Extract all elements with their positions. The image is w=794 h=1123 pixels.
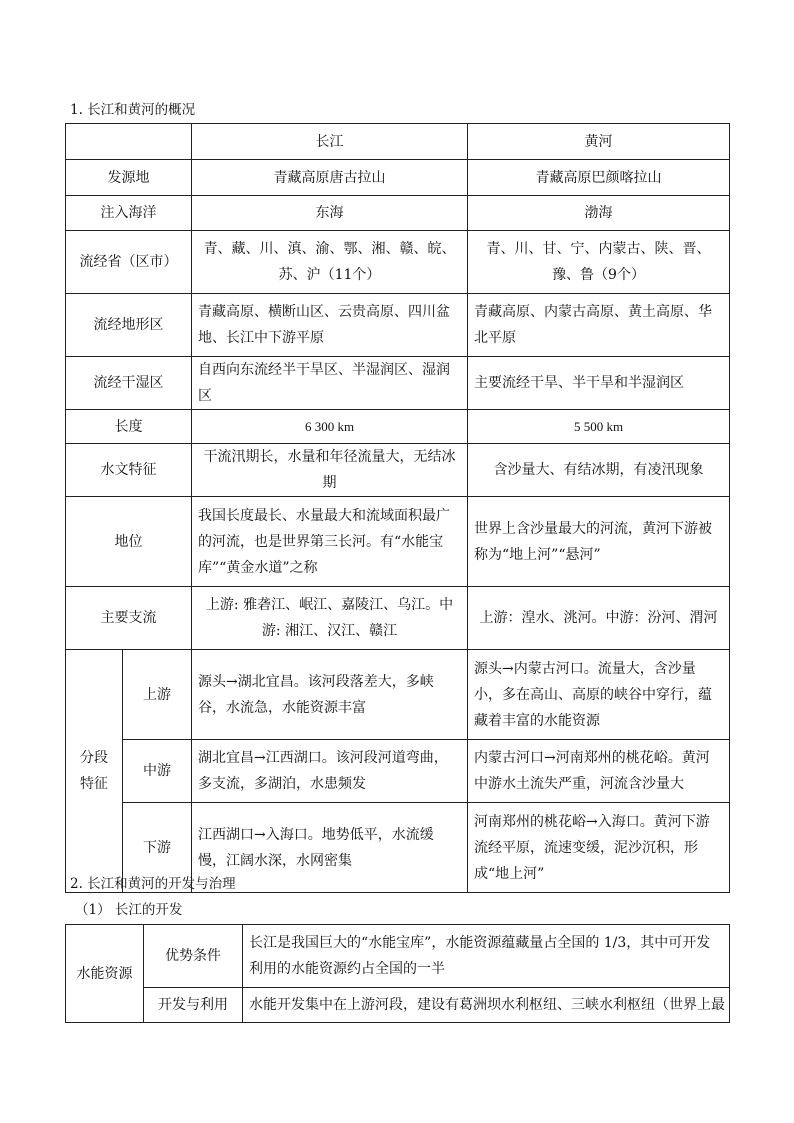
table-row — [66, 410, 730, 444]
yangtze-cell: 我国长度最长、水量最大和流域面积最广的河流，也是世界第三长河。有“水能宝库”“黄金水道”之称 — [192, 497, 468, 587]
row-label: 地位 — [66, 497, 192, 587]
yangtze-cell: 青藏高原、横断山区、云贵高原、四川盆地、长江中下游平原 — [192, 294, 468, 357]
yangtze-cell: 青藏高原唐古拉山 — [192, 160, 468, 196]
yangtze-segment-cell: 湖北宜昌→江西湖口。该河段河道弯曲，多支流，多湖泊，水患频发 — [192, 740, 468, 803]
yellow-segment-cell: 河南郑州的桃花峪→入海口。黄河下游流经平原，流速变缓，泥沙沉积，形成“地上河” — [468, 803, 730, 893]
table-row — [66, 196, 730, 231]
yellow-cell: 5 500 km — [468, 410, 730, 444]
row-label: 优势条件 — [144, 925, 243, 988]
category-label: 水能资源 — [66, 925, 144, 1023]
yangtze-segment-cell: 源头→湖北宜昌。该河段落差大，多峡谷，水流急，水能资源丰富 — [192, 650, 468, 740]
yellow-cell: 青藏高原、内蒙古高原、黄土高原、华北平原 — [468, 294, 730, 357]
segment-row-upper — [66, 650, 730, 740]
segment-row-middle — [66, 740, 730, 803]
row-label: 注入海洋 — [66, 196, 192, 231]
yellow-cell: 青藏高原巴颜喀拉山 — [468, 160, 730, 196]
table-row — [66, 444, 730, 497]
table-row — [66, 925, 730, 988]
section2-subtitle: （1） 长江的开发 — [75, 902, 183, 918]
table-row — [66, 357, 730, 410]
section2-title: 2. 长江和黄河的开发与治理 — [70, 876, 236, 892]
row-label: 流经地形区 — [66, 294, 192, 357]
yangtze-cell: 青、藏、川、滇、渝、鄂、湘、赣、皖、苏、沪（11个） — [192, 231, 468, 294]
yellow-cell: 上游：湟水、洮河。中游：汾河、渭河 — [468, 587, 730, 650]
content-cell: 长江是我国巨大的“水能宝库”，水能资源蕴藏量占全国的 1/3，其中可开发利用的水能资源约占全国的一半 — [243, 925, 730, 988]
table-row — [66, 497, 730, 587]
yangtze-cell: 6 300 km — [192, 410, 468, 444]
segment-name: 中游 — [123, 740, 192, 803]
table-row — [66, 988, 730, 1023]
yellow-segment-cell: 内蒙古河口→河南郑州的桃花峪。黄河中游水土流失严重，河流含沙量大 — [468, 740, 730, 803]
row-label: 主要支流 — [66, 587, 192, 650]
yellow-cell: 主要流经干旱、半干旱和半湿润区 — [468, 357, 730, 410]
header-yellow-river: 黄河 — [468, 124, 730, 160]
table-row — [66, 587, 730, 650]
row-label: 发源地 — [66, 160, 192, 196]
segment-label: 分段特征 — [66, 650, 123, 893]
yellow-segment-cell: 源头→内蒙古河口。流量大，含沙量小，多在高山、高原的峡谷中穿行，蕴藏着丰富的水能资源 — [468, 650, 730, 740]
table-row — [66, 231, 730, 294]
yangtze-cell: 上游: 雅砻江、岷江、嘉陵江、乌江。中游: 湘江、汉江、赣江 — [192, 587, 468, 650]
table-header-row — [66, 124, 730, 160]
yangtze-cell: 自西向东流经半干旱区、半湿润区、湿润区 — [192, 357, 468, 410]
row-label: 长度 — [66, 410, 192, 444]
rivers-overview-table — [65, 123, 730, 893]
yangtze-segment-cell: 江西湖口→入海口。地势低平，水流缓慢，江阔水深，水网密集 — [192, 803, 468, 893]
segment-name: 上游 — [123, 650, 192, 740]
row-label: 开发与利用 — [144, 988, 243, 1023]
yellow-cell: 渤海 — [468, 196, 730, 231]
yellow-cell: 含沙量大、有结冰期，有凌汛现象 — [468, 444, 730, 497]
row-label: 流经省（区市） — [66, 231, 192, 294]
yellow-cell: 世界上含沙量最大的河流，黄河下游被称为“地上河”“悬河” — [468, 497, 730, 587]
header-empty-cell — [66, 124, 192, 160]
yangtze-cell: 东海 — [192, 196, 468, 231]
row-label: 流经干湿区 — [66, 357, 192, 410]
content-cell: 水能开发集中在上游河段，建设有葛洲坝水利枢纽、三峡水利枢纽（世界上最 — [243, 988, 730, 1023]
yellow-cell: 青、川、甘、宁、内蒙古、陕、晋、豫、鲁（9个） — [468, 231, 730, 294]
row-label: 水文特征 — [66, 444, 192, 497]
yangtze-development-table — [65, 924, 730, 1023]
segment-name: 下游 — [123, 803, 192, 893]
header-yangtze: 长江 — [192, 124, 468, 160]
table-row — [66, 160, 730, 196]
table-row — [66, 294, 730, 357]
yangtze-cell: 干流汛期长，水量和年径流量大，无结冰期 — [192, 444, 468, 497]
section1-title: 1. 长江和黄河的概况 — [70, 102, 196, 118]
